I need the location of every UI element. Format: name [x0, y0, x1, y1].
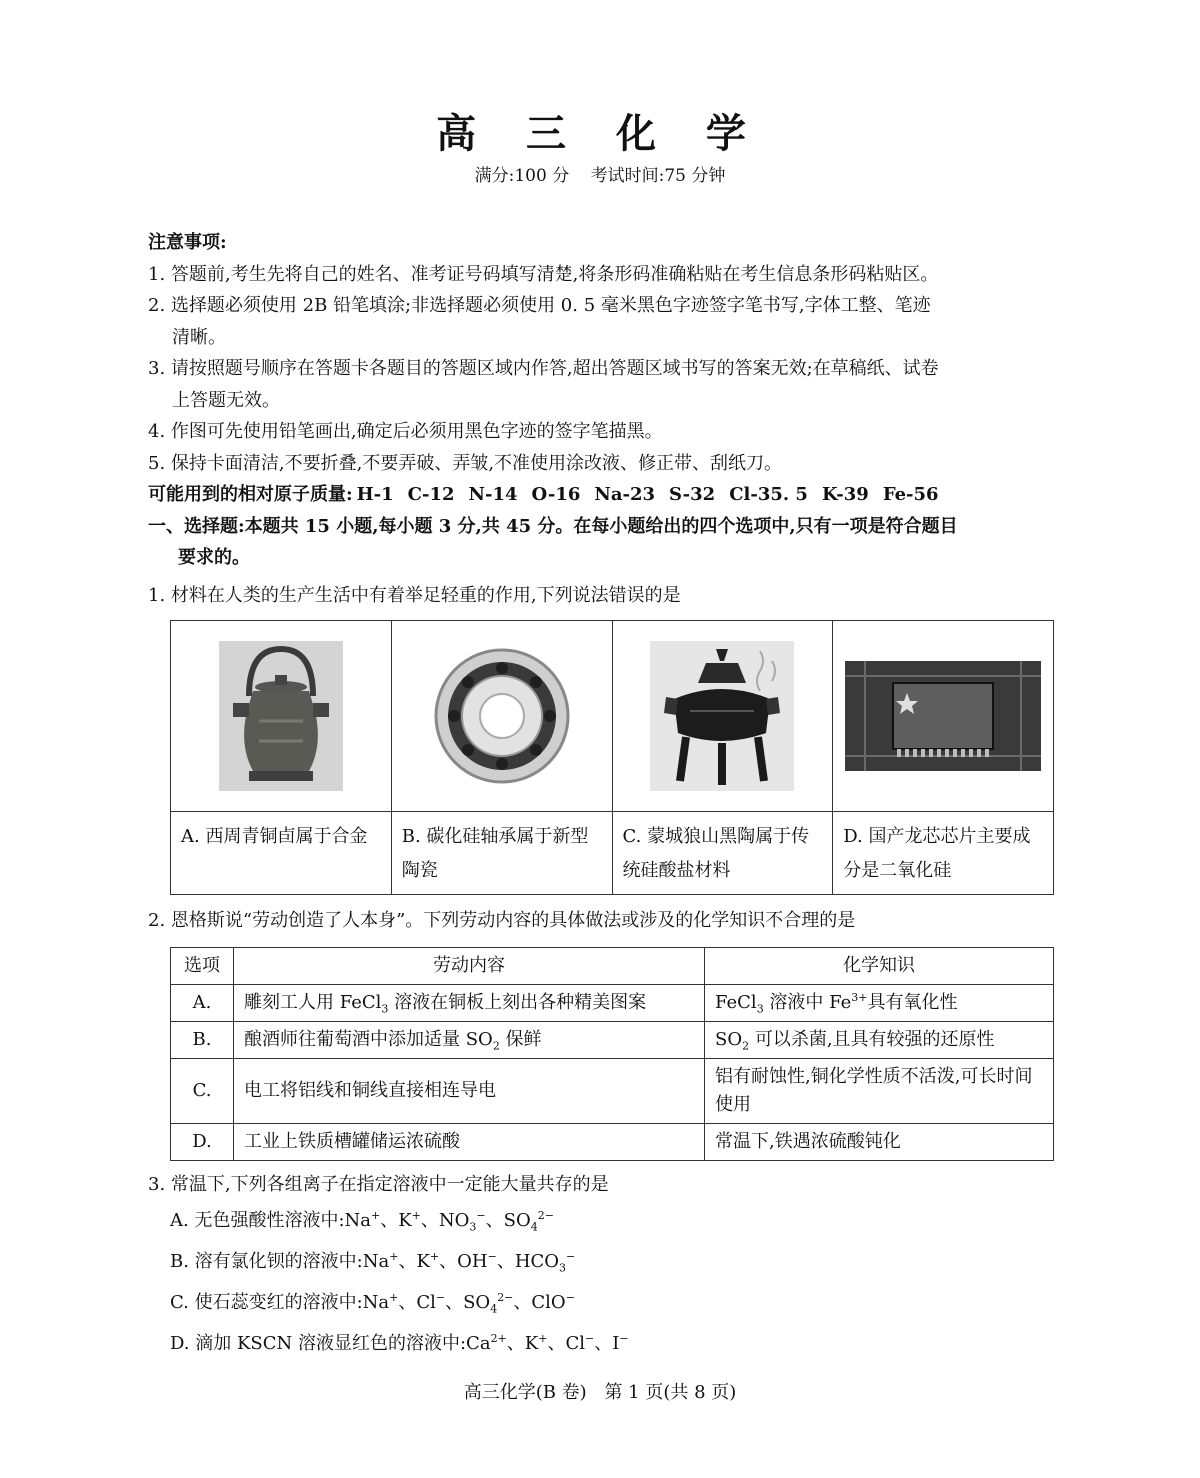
exam-subtitle — [0, 162, 1200, 190]
atomic-mass-value: O-16 — [531, 484, 581, 505]
q3-stem: 3. 常温下,下列各组离子在指定溶液中一定能大量共存的是 — [148, 1173, 609, 1195]
notice-item-3-cont: 上答题无效。 — [172, 389, 280, 411]
atomic-mass-value: Na-23 — [594, 484, 656, 505]
atomic-mass-value: Fe-56 — [882, 484, 939, 505]
row-labor: 酿酒师往葡萄酒中添加适量 $SO_2$ 保鲜 — [234, 1021, 705, 1058]
q1-stem: 1. 材料在人类的生产生活中有着举足轻重的作用,下列说法错误的是 — [148, 584, 681, 606]
chip-image — [845, 661, 1041, 771]
atomic-mass-value: K-39 — [821, 484, 869, 505]
table-header-row — [171, 947, 1054, 984]
row-knowledge: 常温下,铁遇浓硫酸钝化 — [705, 1123, 1054, 1160]
exam-time: 考试时间:75 分钟 — [590, 166, 726, 186]
notice-item-5: 5. 保持卡面清洁,不要折叠,不要弄破、弄皱,不准使用涂改液、修正带、刮纸刀。 — [148, 452, 783, 474]
row-knowledge: 铝有耐蚀性,铜化学性质不活泼,可长时间使用 — [705, 1058, 1054, 1123]
section-heading: 一、选择题:本题共 15 小题,每小题 3 分,共 45 分。在每小题给出的四个选项中,只有一项是符合题目 — [148, 515, 958, 537]
row-option: A. — [171, 984, 234, 1021]
table-row — [171, 984, 1054, 1021]
q2-table — [170, 947, 1054, 1161]
full-score: 满分:100 分 — [474, 166, 570, 186]
q1-option-a: A. 西周青铜卣属于合金 — [171, 812, 392, 895]
notice-item-4: 4. 作图可先使用铅笔画出,确定后必须用黑色字迹的签字笔描黑。 — [148, 421, 663, 442]
bearing-image — [427, 641, 577, 791]
row-knowledge: FeCl$_3$ 溶液中 $Fe^{3+}$具有氧化性 — [705, 984, 1054, 1021]
q1-image-table — [170, 620, 1054, 895]
atomic-mass-line — [148, 479, 1054, 511]
atomic-mass-value: H-1 — [356, 484, 394, 505]
header-option: 选项 — [171, 947, 234, 984]
row-option: D. — [171, 1123, 234, 1160]
notice-item-2-cont: 清晰。 — [172, 326, 226, 348]
header-labor: 劳动内容 — [234, 947, 705, 984]
q3-option-b: B. 溶有氯化钡的溶液中:Na+、K+、OH−、$HCO_3^-$ — [170, 1250, 576, 1275]
footer-page: 第 1 页(共 8 页) — [604, 1382, 737, 1403]
table-row — [171, 1021, 1054, 1058]
exam-title: 高 三 化 学 — [436, 110, 764, 157]
atomic-mass-value: S-32 — [669, 484, 716, 505]
notice-heading: 注意事项: — [148, 232, 227, 253]
q1-option-d: D. 国产龙芯芯片主要成分是二氧化硅 — [833, 812, 1054, 895]
notice-item-2: 2. 选择题必须使用 2B 铅笔填涂;非选择题必须使用 0. 5 毫米黑色字迹签字笔书写,字体工整、笔迹 — [148, 295, 931, 316]
page-footer — [0, 1378, 1200, 1408]
row-labor: 雕刻工人用 FeCl$_3$ 溶液在铜板上刻出各种精美图案 — [234, 984, 705, 1021]
row-option: C. — [171, 1058, 234, 1123]
row-knowledge: $SO_2$ 可以杀菌,且具有较强的还原性 — [705, 1021, 1054, 1058]
header-knowledge: 化学知识 — [705, 947, 1054, 984]
q3-option-d: D. 滴加 KSCN 溶液显红色的溶液中$:Ca^{2+}$、K+、Cl−、I− — [170, 1332, 629, 1354]
bronze-vessel-image — [219, 641, 343, 791]
atomic-mass-value: N-14 — [468, 484, 518, 505]
table-row — [171, 1123, 1054, 1160]
atomic-mass-value: C-12 — [407, 484, 455, 505]
q3-option-a: A. 无色强酸性溶液中:Na+、K+、$NO_3^-$、$SO_4^{2-}$ — [170, 1209, 554, 1234]
exam-content — [148, 227, 1054, 1364]
atomic-mass-label: 可能用到的相对原子质量: — [148, 484, 353, 505]
row-option: B. — [171, 1021, 234, 1058]
q2-stem: 2. 恩格斯说“劳动创造了人本身”。下列劳动内容的具体做法或涉及的化学知识不合理的是 — [148, 910, 856, 931]
black-pottery-image — [650, 641, 794, 791]
q1-option-b: B. 碳化硅轴承属于新型陶瓷 — [391, 812, 612, 895]
table-row — [171, 1058, 1054, 1123]
atomic-mass-value: Cl-35. 5 — [729, 484, 808, 505]
footer-subject: 高三化学(B 卷) — [463, 1382, 587, 1403]
notice-item-3: 3. 请按照题号顺序在答题卡各题目的答题区域内作答,超出答题区域书写的答案无效;在草稿纸、试卷 — [148, 358, 939, 379]
notice-item-1: 1. 答题前,考生先将自己的姓名、准考证号码填写清楚,将条形码准确粘贴在考生信息条形码粘贴区。 — [148, 263, 939, 285]
row-labor: 工业上铁质槽罐储运浓硫酸 — [234, 1123, 705, 1160]
q3-option-c: C. 使石蕊变红的溶液中:Na+、Cl−、$SO_4^{2-}$、ClO− — [170, 1291, 575, 1316]
q3-options — [148, 1200, 1054, 1364]
section-heading-cont: 要求的。 — [178, 547, 250, 568]
row-labor: 电工将铝线和铜线直接相连导电 — [234, 1058, 705, 1123]
q1-option-c: C. 蒙城狼山黑陶属于传统硅酸盐材料 — [612, 812, 833, 895]
